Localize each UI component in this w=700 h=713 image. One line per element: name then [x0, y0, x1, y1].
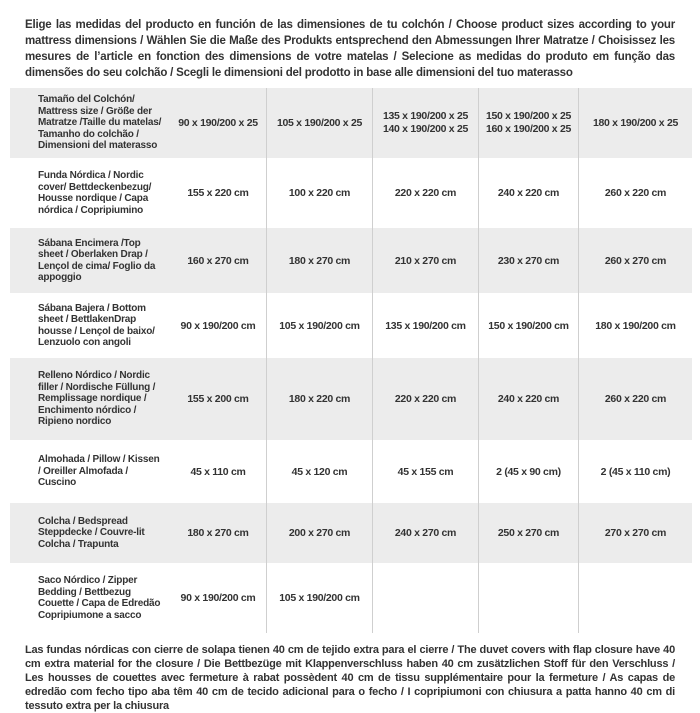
size-line: 150 x 190/200 x 25	[485, 110, 572, 122]
table-row-duvet-cover	[10, 158, 692, 228]
size-cell	[578, 563, 692, 633]
table-row-zipper-bedding	[10, 563, 692, 633]
size-cell: 180 x 220 cm	[266, 358, 372, 440]
size-cell: 90 x 190/200 cm	[180, 319, 256, 332]
row-label: Relleno Nórdico / Nordic filler / Nordische Füllung / Remplissage nordique / Enchimento nórdico / Ripieno nordico	[38, 370, 156, 428]
size-line: 135 x 190/200 x 25	[382, 110, 469, 122]
row-label: Sábana Bajera / Bottom sheet / BettlakenDrap housse / Lençol de baixo/ Lenzuolo con angoli	[38, 302, 155, 348]
table-row-nordic-filler	[10, 358, 692, 440]
table-row-bedspread	[10, 503, 692, 563]
size-cell: 155 x 220 cm	[187, 187, 249, 199]
size-cell: 180 x 270 cm	[187, 527, 249, 539]
row-label: Saco Nórdico / Zipper Bedding / Bettbezug Couette / Capa de Edredão Copripiumone a sacco	[38, 575, 161, 621]
size-cell: 200 x 270 cm	[266, 503, 372, 563]
size-cell: 155 x 200 cm	[187, 393, 249, 405]
size-cell: 105 x 190/200 cm	[266, 293, 372, 358]
row-label: Sábana Encimera /Top sheet / Oberlaken Drap / Lençol de cima/ Foglio da appoggio	[38, 237, 156, 283]
size-cell: 240 x 220 cm	[478, 358, 578, 440]
size-cell: 160 x 270 cm	[187, 254, 249, 267]
size-cell	[372, 563, 478, 633]
size-line: 160 x 190/200 x 25	[485, 123, 572, 135]
size-cell: 90 x 190/200 cm	[180, 592, 256, 604]
size-cell: 135 x 190/200 cm	[372, 293, 478, 358]
footnote-text: Las fundas nórdicas con cierre de solapa tienen 40 cm de tejido extra para el cierre / The duvet covers with flap closure have 40 cm extra material for the closure / Die Bettbezüge mit Klappenverschluss haben 40 cm zusätzlichen Stoff für den Verschluss / Les housses de couettes avec fermeture à rabat possèdent 40 cm de tissu supplémentaire pour la fermeture / As capas de edredão com fecho tipo aba têm 40 cm de tecido adicional para o fecho / I copripiumoni con chiusura a patta hanno 40 cm di tessuto extra per la chiusura	[25, 644, 675, 712]
size-cell: 2 (45 x 110 cm)	[578, 440, 692, 503]
table-row-mattress-size	[10, 88, 692, 158]
table-row-bottom-sheet	[10, 293, 692, 358]
size-cell: 180 x 190/200 cm	[578, 293, 692, 358]
row-label: Funda Nórdica / Nordic cover/ Bettdeckenbezug/ Housse nordique / Capa nórdica / Copripiumino	[38, 170, 152, 216]
size-cell: 270 x 270 cm	[578, 503, 692, 563]
table-row-pillow	[10, 440, 692, 503]
size-cell: 240 x 270 cm	[372, 503, 478, 563]
size-cell: 220 x 220 cm	[372, 358, 478, 440]
size-cell: 45 x 110 cm	[190, 465, 246, 478]
row-label: Almohada / Pillow / Kissen / Oreiller Almofada / Cuscino	[38, 454, 160, 489]
intro-text: Elige las medidas del producto en función de las dimensiones de tu colchón / Choose product sizes according to your mattress dimensions / Wählen Sie die Maße des Produkts entsprechend den Abmessungen Ihrer Matratze / Choisissez les mesures de l’article en fonction des dimensions de votre matelas / Selecione as medidas do produto em função das dimensões do seu colchão / Scegli le dimensioni del prodotto in base alle dimensioni del tuo materasso	[25, 19, 675, 79]
size-cell: 230 x 270 cm	[478, 228, 578, 293]
row-label: Colcha / Bedspread Steppdecke / Couvre-lit Colcha / Trapunta	[38, 515, 145, 550]
size-table	[10, 88, 692, 633]
size-cell	[478, 88, 578, 158]
size-cell: 250 x 270 cm	[478, 503, 578, 563]
size-cell: 180 x 270 cm	[266, 228, 372, 293]
size-cell: 260 x 220 cm	[578, 358, 692, 440]
size-cell: 45 x 155 cm	[372, 440, 478, 503]
size-cell: 100 x 220 cm	[266, 158, 372, 228]
size-cell: 105 x 190/200 x 25	[266, 88, 372, 158]
size-cell: 180 x 190/200 x 25	[578, 88, 692, 158]
size-cell: 210 x 270 cm	[372, 228, 478, 293]
size-cell: 2 (45 x 90 cm)	[478, 440, 578, 503]
size-cell	[372, 88, 478, 158]
size-cell: 260 x 270 cm	[578, 228, 692, 293]
size-cell	[478, 563, 578, 633]
size-line: 140 x 190/200 x 25	[382, 123, 469, 135]
size-cell: 220 x 220 cm	[372, 158, 478, 228]
size-cell: 260 x 220 cm	[578, 158, 692, 228]
row-label: Tamaño del Colchón/ Mattress size / Größe der Matratze /Taille du matelas/ Tamanho do colchão / Dimensioni del materasso	[38, 94, 162, 152]
size-cell: 45 x 120 cm	[266, 440, 372, 503]
table-row-top-sheet	[10, 228, 692, 293]
size-cell: 240 x 220 cm	[478, 158, 578, 228]
size-cell: 90 x 190/200 x 25	[178, 117, 258, 129]
size-cell: 150 x 190/200 cm	[478, 293, 578, 358]
size-cell: 105 x 190/200 cm	[266, 563, 372, 633]
